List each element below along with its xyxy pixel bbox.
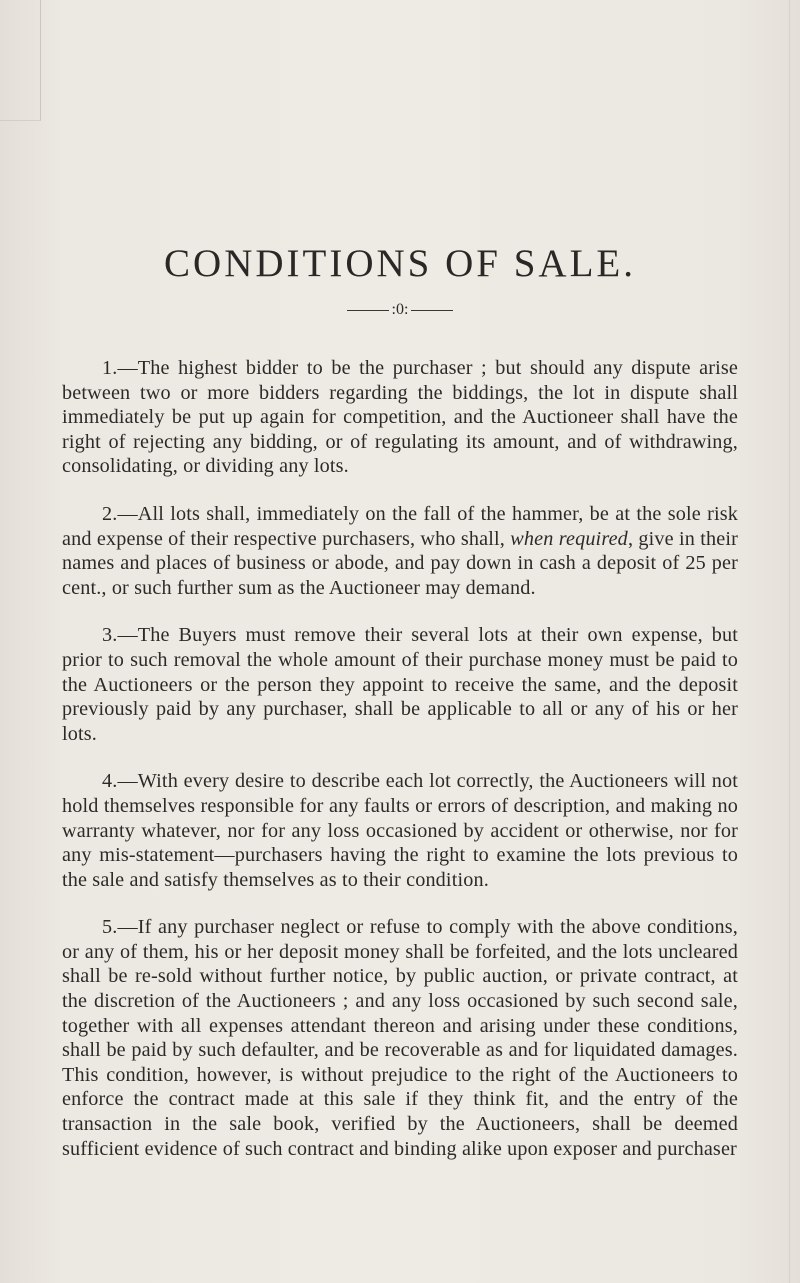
paragraph-text: 3.—The Buyers must remove their several lots at their own expense, but prior to such removal the whole amount of their purchase money must be paid to the Auctioneers or the person they appoint to receive the same, and the deposit previously paid by any purchaser, shall be applicable to all or any of his or her lots. (62, 624, 738, 745)
condition-paragraph-2 (62, 502, 738, 600)
divider-rule-left (347, 310, 389, 311)
paragraph-text-continued: , give in their names and places of business or abode, and pay down in cash a deposit of 25 per cent., or such further sum as the Auctioneer may demand. (62, 527, 739, 599)
condition-paragraph-5 (62, 915, 738, 1161)
page-corner-shadow (0, 0, 41, 121)
divider-rule-right (411, 310, 453, 311)
condition-paragraph-1 (62, 356, 738, 479)
page-title: CONDITIONS OF SALE. (164, 242, 636, 285)
condition-paragraph-3 (62, 623, 738, 746)
paragraph-text: 1.—The highest bidder to be the purchaser ; but should any dispute arise between two or more bidders regarding the biddings, the lot in dispute shall immediately be put up again for competition, and the Auctioneer shall have the right of rejecting any bidding, or of regulating its amount, and of withdrawing, consolidating, or dividing any lots. (62, 357, 738, 478)
paragraph-italic-text: when required (510, 527, 628, 550)
page-edge-line (789, 0, 790, 1283)
title-divider (62, 300, 738, 320)
document-content (62, 240, 738, 1161)
paragraph-text: 2.—All lots shall, immediately on the fall of the hammer, be at the sole risk and expense of their respective purchasers, who shall, (62, 502, 738, 550)
paragraph-text: 4.—With every desire to describe each lot correctly, the Auctioneers will not hold themselves responsible for any faults or errors of description, and making no warranty whatever, nor for any loss occasioned by accident or otherwise, nor for any mis-statement—purchasers having the right to examine the lots previous to the sale and satisfy themselves as to their condition. (62, 770, 738, 891)
condition-paragraph-4 (62, 769, 738, 892)
paragraph-text: 5.—If any purchaser neglect or refuse to comply with the above conditions, or any of them, his or her deposit money shall be forfeited, and the lots uncleared shall be re-sold without further notice, by public auction, or private contract, at the discretion of the Auctioneers ; and any loss occasioned by such second sale, together with all expenses attendant thereon and arising under these conditions, shall be paid by such defaulter, and be recoverable as and for liquidated damages. This condition, however, is without prejudice to the right of the Auctioneers to enforce the contract made at this sale if they think fit, and the entry of the transaction in the sale book, verified by the Auctioneers, shall be deemed sufficient evidence of such contract and binding alike upon exposer and purchaser (62, 916, 738, 1160)
divider-mark: :0: (391, 301, 409, 318)
